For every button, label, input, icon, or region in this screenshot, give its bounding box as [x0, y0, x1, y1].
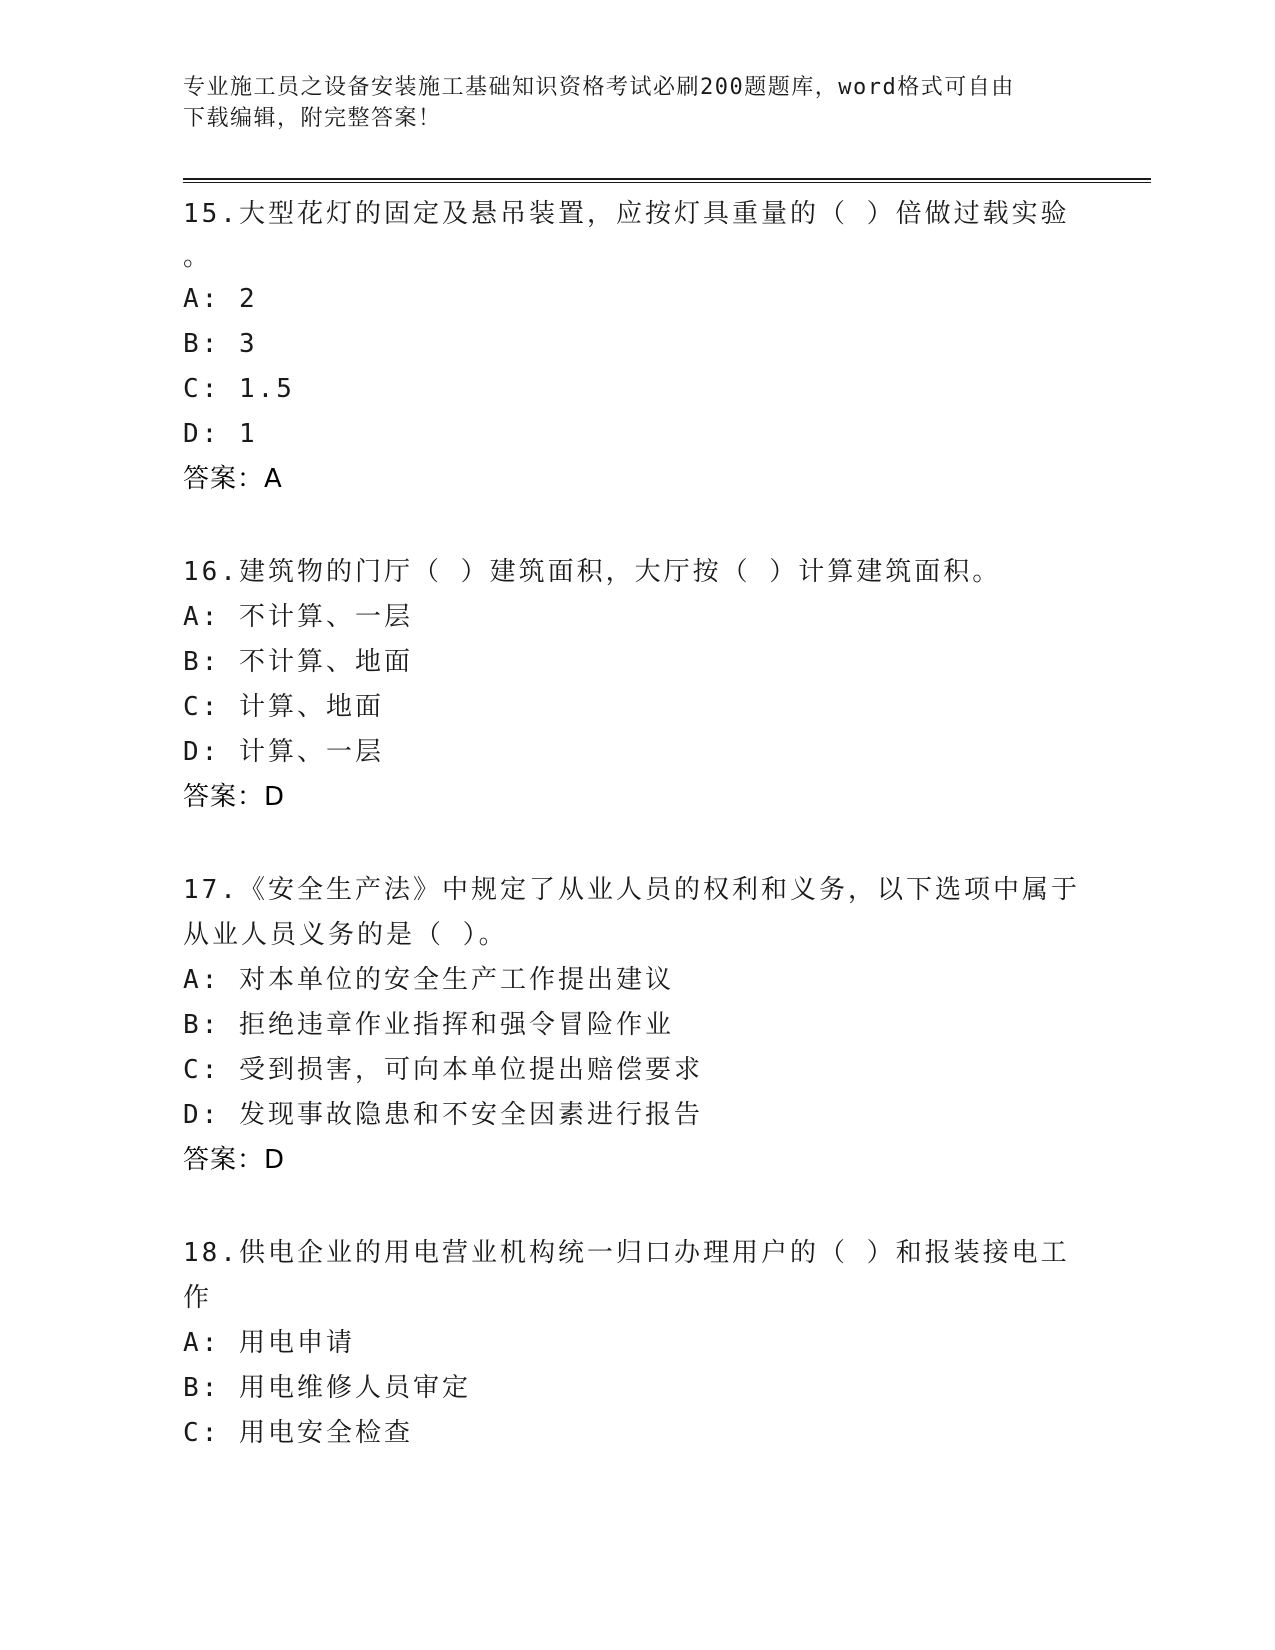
option-b: B: 拒绝违章作业指挥和强令冒险作业 — [183, 1010, 674, 1040]
header-line-2: 下载编辑，附完整答案！ — [183, 106, 442, 131]
document-header — [183, 72, 1063, 134]
question-15 — [183, 188, 1083, 502]
question-stem-line-1: 18.供电企业的用电营业机构统一归口办理用户的（ ）和报装接电工 — [183, 1238, 1070, 1268]
header-divider-thin — [183, 182, 1151, 183]
option-a: A: 2 — [183, 284, 258, 314]
option-b: B: 用电维修人员审定 — [183, 1373, 471, 1403]
option-c: C: 计算、地面 — [183, 692, 384, 722]
option-d: D: 1 — [183, 419, 258, 449]
option-c: C: 受到损害，可向本单位提出赔偿要求 — [183, 1055, 703, 1085]
option-d: D: 计算、一层 — [183, 737, 384, 767]
question-stem-line-1: 15.大型花灯的固定及悬吊装置，应按灯具重量的（ ）倍做过载实验 — [183, 199, 1070, 229]
option-b: B: 不计算、地面 — [183, 647, 413, 677]
option-a: A: 不计算、一层 — [183, 602, 413, 632]
option-c: C: 用电安全检查 — [183, 1418, 413, 1448]
question-stem-line-2: 从业人员义务的是（ ）。 — [183, 920, 508, 950]
option-c: C: 1.5 — [183, 374, 295, 404]
question-stem-line-2: 作 — [183, 1283, 213, 1313]
question-16 — [183, 546, 1083, 820]
question-18 — [183, 1227, 1083, 1456]
answer: 答案：A — [183, 464, 283, 494]
question-stem-line-1: 17.《安全生产法》中规定了从业人员的权利和义务，以下选项中属于 — [183, 875, 1080, 905]
header-divider-thick — [183, 178, 1151, 180]
option-a: A: 对本单位的安全生产工作提出建议 — [183, 965, 674, 995]
question-stem-line-1: 16.建筑物的门厅（ ）建筑面积，大厅按（ ）计算建筑面积。 — [183, 557, 1002, 587]
answer: 答案：D — [183, 782, 286, 812]
answer: 答案：D — [183, 1145, 286, 1175]
option-b: B: 3 — [183, 329, 258, 359]
option-a: A: 用电申请 — [183, 1328, 355, 1358]
question-17 — [183, 864, 1083, 1183]
header-line-1: 专业施工员之设备安装施工基础知识资格考试必刷200题题库，word格式可自由 — [183, 75, 1015, 100]
option-d: D: 发现事故隐患和不安全因素进行报告 — [183, 1100, 703, 1130]
question-list — [183, 188, 1083, 1456]
question-stem-line-2: 。 — [183, 242, 213, 272]
